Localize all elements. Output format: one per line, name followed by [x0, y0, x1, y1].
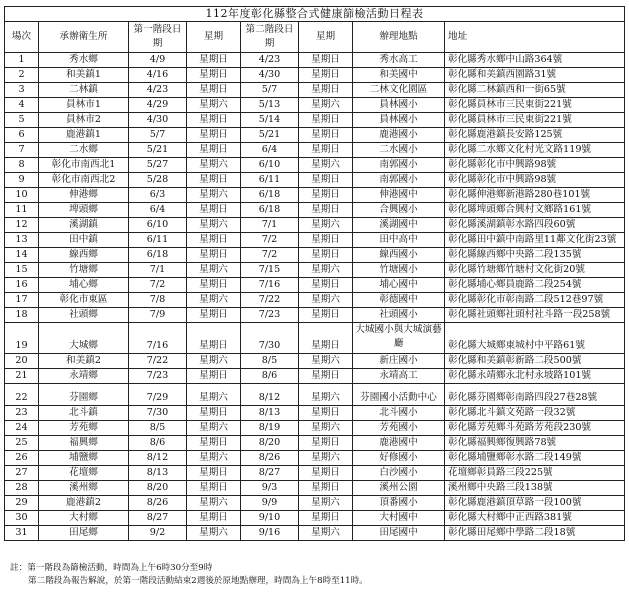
table-row — [5, 384, 625, 406]
cell-no: 25 — [5, 436, 39, 451]
cell-day1: 星期日 — [187, 511, 241, 526]
cell-date2: 5/13 — [241, 98, 299, 113]
cell-day2: 星期日 — [299, 308, 353, 323]
table-row — [5, 481, 625, 496]
cell-day2: 星期六 — [299, 98, 353, 113]
cell-day2: 星期日 — [299, 481, 353, 496]
cell-no: 29 — [5, 496, 39, 511]
cell-address: 花壇鄉彰員路三段225號 — [445, 466, 625, 481]
cell-host: 大城鄉 — [39, 323, 129, 354]
cell-address: 彰化縣二林鎮西和一街65號 — [445, 83, 625, 98]
cell-no: 3 — [5, 83, 39, 98]
cell-date2: 5/7 — [241, 83, 299, 98]
cell-day2: 星期日 — [299, 113, 353, 128]
cell-address: 彰化縣田尾鄉中學路二段18號 — [445, 526, 625, 541]
cell-venue: 鹿港國中 — [353, 436, 445, 451]
header-day2: 星期 — [299, 22, 353, 53]
cell-host: 埔鹽鄉 — [39, 451, 129, 466]
cell-host: 伸港鄉 — [39, 188, 129, 203]
cell-day2: 星期日 — [299, 143, 353, 158]
cell-host: 員林市2 — [39, 113, 129, 128]
cell-address: 彰化縣二水鄉文化村光文路119號 — [445, 143, 625, 158]
cell-day1: 星期六 — [187, 158, 241, 173]
cell-day1: 星期日 — [187, 323, 241, 354]
cell-venue: 頂番國小 — [353, 496, 445, 511]
cell-no: 8 — [5, 158, 39, 173]
cell-no: 24 — [5, 421, 39, 436]
cell-venue: 田中高中 — [353, 233, 445, 248]
cell-date1: 8/20 — [129, 481, 187, 496]
cell-day2: 星期六 — [299, 496, 353, 511]
table-row — [5, 466, 625, 481]
cell-day2: 星期日 — [299, 369, 353, 384]
cell-host: 社頭鄉 — [39, 308, 129, 323]
cell-no: 1 — [5, 53, 39, 68]
cell-host: 北斗鎮 — [39, 406, 129, 421]
cell-day1: 星期六 — [187, 384, 241, 406]
cell-address: 彰化縣線西鄉中央路二段135號 — [445, 248, 625, 263]
cell-address: 彰化縣北斗鎮文苑路一段32號 — [445, 406, 625, 421]
cell-host: 二水鄉 — [39, 143, 129, 158]
cell-venue: 和美國中 — [353, 68, 445, 83]
cell-no: 16 — [5, 278, 39, 293]
cell-venue: 芬園國小活動中心 — [353, 384, 445, 406]
cell-venue: 芳苑國小 — [353, 421, 445, 436]
cell-date1: 5/28 — [129, 173, 187, 188]
cell-day1: 星期六 — [187, 98, 241, 113]
cell-date2: 7/2 — [241, 248, 299, 263]
cell-day1: 星期日 — [187, 278, 241, 293]
cell-day2: 星期六 — [299, 263, 353, 278]
cell-date2: 6/18 — [241, 203, 299, 218]
cell-day2: 星期六 — [299, 158, 353, 173]
cell-no: 15 — [5, 263, 39, 278]
cell-date1: 7/8 — [129, 293, 187, 308]
cell-venue: 永靖高工 — [353, 369, 445, 384]
cell-no: 10 — [5, 188, 39, 203]
header-host: 承辦衛生所 — [39, 22, 129, 53]
cell-day2: 星期日 — [299, 323, 353, 354]
cell-address: 彰化縣社頭鄉社頭村社斗路一段258號 — [445, 308, 625, 323]
cell-address: 彰化縣和美鎮彰新路二段500號 — [445, 354, 625, 369]
header-address: 地址 — [445, 22, 625, 53]
cell-venue: 白沙國小 — [353, 466, 445, 481]
cell-address: 彰化縣秀水鄉中山路364號 — [445, 53, 625, 68]
table-row — [5, 218, 625, 233]
cell-date1: 6/10 — [129, 218, 187, 233]
cell-day2: 星期日 — [299, 188, 353, 203]
cell-no: 2 — [5, 68, 39, 83]
cell-address: 彰化縣彰化市中興路98號 — [445, 158, 625, 173]
cell-address: 彰化縣福興鄉復興路78號 — [445, 436, 625, 451]
cell-venue: 溪州公園 — [353, 481, 445, 496]
cell-venue: 二水國小 — [353, 143, 445, 158]
cell-day1: 星期日 — [187, 143, 241, 158]
cell-no: 5 — [5, 113, 39, 128]
cell-venue: 員林國小 — [353, 98, 445, 113]
cell-address: 彰化縣員林市三民東街221號 — [445, 113, 625, 128]
cell-date2: 9/9 — [241, 496, 299, 511]
cell-host: 竹塘鄉 — [39, 263, 129, 278]
cell-host: 大村鄉 — [39, 511, 129, 526]
cell-address: 彰化縣溪湖鎮彰水路四段60號 — [445, 218, 625, 233]
cell-venue: 鹿港國小 — [353, 128, 445, 143]
cell-day2: 星期日 — [299, 436, 353, 451]
cell-day1: 星期六 — [187, 496, 241, 511]
table-row — [5, 421, 625, 436]
cell-date2: 8/6 — [241, 369, 299, 384]
table-row — [5, 496, 625, 511]
cell-date1: 7/29 — [129, 384, 187, 406]
cell-date1: 7/22 — [129, 354, 187, 369]
cell-venue: 大城國小與大城演藝廳 — [353, 323, 445, 354]
cell-no: 9 — [5, 173, 39, 188]
cell-date2: 7/2 — [241, 233, 299, 248]
cell-host: 芳苑鄉 — [39, 421, 129, 436]
cell-host: 芬園鄉 — [39, 384, 129, 406]
cell-day2: 星期六 — [299, 421, 353, 436]
cell-day2: 星期日 — [299, 173, 353, 188]
cell-host: 埔心鄉 — [39, 278, 129, 293]
cell-host: 彰化市東區 — [39, 293, 129, 308]
cell-venue: 合興國小 — [353, 203, 445, 218]
header-no: 場次 — [5, 22, 39, 53]
table-row — [5, 308, 625, 323]
cell-date2: 7/23 — [241, 308, 299, 323]
cell-no: 28 — [5, 481, 39, 496]
cell-host: 和美鎮1 — [39, 68, 129, 83]
cell-date2: 6/18 — [241, 188, 299, 203]
cell-day1: 星期六 — [187, 526, 241, 541]
table-row — [5, 526, 625, 541]
cell-venue: 南郭國小 — [353, 158, 445, 173]
cell-day1: 星期日 — [187, 248, 241, 263]
cell-no: 30 — [5, 511, 39, 526]
table-title: 112年度彰化縣整合式健康篩檢活動日程表 — [4, 6, 625, 21]
cell-date1: 6/11 — [129, 233, 187, 248]
table-row — [5, 113, 625, 128]
table-row — [5, 128, 625, 143]
cell-date1: 4/16 — [129, 68, 187, 83]
cell-no: 13 — [5, 233, 39, 248]
cell-date1: 7/2 — [129, 278, 187, 293]
cell-host: 田尾鄉 — [39, 526, 129, 541]
cell-day1: 星期日 — [187, 466, 241, 481]
cell-no: 27 — [5, 466, 39, 481]
cell-date2: 7/22 — [241, 293, 299, 308]
cell-day2: 星期日 — [299, 203, 353, 218]
cell-no: 14 — [5, 248, 39, 263]
cell-day1: 星期六 — [187, 263, 241, 278]
cell-day1: 星期日 — [187, 53, 241, 68]
cell-host: 彰化市南西北2 — [39, 173, 129, 188]
footnote-1: 註：第一階段為篩檢活動，時間為上午6時30分至9時 — [10, 563, 213, 573]
cell-venue: 好修國小 — [353, 451, 445, 466]
cell-date1: 5/27 — [129, 158, 187, 173]
cell-address: 彰化縣埔心鄉員鹿路二段254號 — [445, 278, 625, 293]
table-row — [5, 293, 625, 308]
cell-no: 18 — [5, 308, 39, 323]
cell-date2: 9/10 — [241, 511, 299, 526]
cell-no: 22 — [5, 384, 39, 406]
footnote-2: 第二階段為報告解說，於第一階段活動結束2週後於原地點辦理，時間為上午8時至11時。 — [28, 576, 368, 586]
cell-date2: 7/15 — [241, 263, 299, 278]
cell-date2: 8/12 — [241, 384, 299, 406]
cell-date2: 9/16 — [241, 526, 299, 541]
cell-date2: 6/10 — [241, 158, 299, 173]
cell-day2: 星期日 — [299, 83, 353, 98]
cell-day2: 星期六 — [299, 218, 353, 233]
cell-day2: 星期日 — [299, 68, 353, 83]
cell-venue: 埔心國中 — [353, 278, 445, 293]
table-row — [5, 451, 625, 466]
cell-day1: 星期日 — [187, 308, 241, 323]
cell-day1: 星期日 — [187, 83, 241, 98]
cell-date1: 5/7 — [129, 128, 187, 143]
cell-no: 31 — [5, 526, 39, 541]
cell-date1: 8/26 — [129, 496, 187, 511]
cell-date1: 8/13 — [129, 466, 187, 481]
cell-date1: 6/18 — [129, 248, 187, 263]
table-row — [5, 248, 625, 263]
cell-venue: 線西國小 — [353, 248, 445, 263]
cell-address: 彰化縣伸港鄉新港路280巷101號 — [445, 188, 625, 203]
cell-date1: 4/9 — [129, 53, 187, 68]
table-row — [5, 188, 625, 203]
footnotes — [10, 562, 620, 588]
cell-host: 線西鄉 — [39, 248, 129, 263]
cell-venue: 新庄國小 — [353, 354, 445, 369]
cell-date1: 4/23 — [129, 83, 187, 98]
table-row — [5, 203, 625, 218]
cell-host: 和美鎮2 — [39, 354, 129, 369]
cell-day2: 星期日 — [299, 128, 353, 143]
table-row — [5, 278, 625, 293]
cell-date2: 8/19 — [241, 421, 299, 436]
cell-address: 彰化縣埔鹽鄉彰水路二段149號 — [445, 451, 625, 466]
cell-no: 17 — [5, 293, 39, 308]
cell-day2: 星期六 — [299, 384, 353, 406]
cell-venue: 二林文化園區 — [353, 83, 445, 98]
cell-host: 福興鄉 — [39, 436, 129, 451]
cell-day2: 星期六 — [299, 526, 353, 541]
cell-venue: 田尾國中 — [353, 526, 445, 541]
cell-day2: 星期日 — [299, 278, 353, 293]
cell-no: 11 — [5, 203, 39, 218]
cell-host: 溪湖鎮 — [39, 218, 129, 233]
cell-day1: 星期日 — [187, 203, 241, 218]
table-row — [5, 354, 625, 369]
cell-venue: 彰德國中 — [353, 293, 445, 308]
cell-day1: 星期日 — [187, 233, 241, 248]
cell-host: 鹿港鎮2 — [39, 496, 129, 511]
cell-date1: 7/16 — [129, 323, 187, 354]
table-row — [5, 323, 625, 354]
cell-date2: 4/30 — [241, 68, 299, 83]
cell-date1: 7/30 — [129, 406, 187, 421]
cell-day1: 星期日 — [187, 113, 241, 128]
cell-no: 20 — [5, 354, 39, 369]
cell-address: 彰化縣永靖鄉永北村永坡路101號 — [445, 369, 625, 384]
cell-address: 彰化縣大城鄉東城村中平路61號 — [445, 323, 625, 354]
cell-day1: 星期六 — [187, 421, 241, 436]
table-row — [5, 83, 625, 98]
cell-date2: 8/26 — [241, 451, 299, 466]
cell-address: 溪州鄉中央路三段138號 — [445, 481, 625, 496]
cell-day1: 星期日 — [187, 369, 241, 384]
cell-date1: 9/2 — [129, 526, 187, 541]
cell-day1: 星期六 — [187, 188, 241, 203]
cell-day1: 星期日 — [187, 406, 241, 421]
cell-address: 彰化縣彰化市中興路98號 — [445, 173, 625, 188]
schedule-table — [4, 6, 625, 541]
cell-no: 19 — [5, 323, 39, 354]
cell-host: 花壇鄉 — [39, 466, 129, 481]
header-date1: 第一階段日期 — [129, 22, 187, 53]
cell-host: 永靖鄉 — [39, 369, 129, 384]
cell-date2: 5/14 — [241, 113, 299, 128]
cell-day1: 星期日 — [187, 436, 241, 451]
cell-date1: 7/9 — [129, 308, 187, 323]
cell-day2: 星期六 — [299, 293, 353, 308]
cell-address: 彰化縣彰化市彰南路二段512巷97號 — [445, 293, 625, 308]
cell-address: 彰化縣田中鎮中南路里11鄰文化街23號 — [445, 233, 625, 248]
cell-date2: 8/20 — [241, 436, 299, 451]
cell-day1: 星期日 — [187, 481, 241, 496]
header-venue: 辦理地點 — [353, 22, 445, 53]
cell-date2: 6/4 — [241, 143, 299, 158]
cell-no: 21 — [5, 369, 39, 384]
cell-date1: 8/27 — [129, 511, 187, 526]
cell-venue: 伸港國中 — [353, 188, 445, 203]
cell-date2: 8/5 — [241, 354, 299, 369]
cell-day2: 星期日 — [299, 248, 353, 263]
cell-day2: 星期日 — [299, 466, 353, 481]
cell-date1: 4/29 — [129, 98, 187, 113]
cell-date2: 6/11 — [241, 173, 299, 188]
table-row — [5, 98, 625, 113]
cell-day2: 星期日 — [299, 511, 353, 526]
cell-address: 彰化縣和美鎮西園路31號 — [445, 68, 625, 83]
cell-day1: 星期六 — [187, 218, 241, 233]
table-row — [5, 263, 625, 278]
cell-host: 秀水鄉 — [39, 53, 129, 68]
cell-venue: 社頭國小 — [353, 308, 445, 323]
cell-day1: 星期日 — [187, 173, 241, 188]
cell-date2: 9/3 — [241, 481, 299, 496]
table-row — [5, 143, 625, 158]
cell-day1: 星期日 — [187, 128, 241, 143]
cell-no: 26 — [5, 451, 39, 466]
cell-date2: 8/13 — [241, 406, 299, 421]
cell-date1: 7/1 — [129, 263, 187, 278]
cell-date2: 4/23 — [241, 53, 299, 68]
cell-host: 埤頭鄉 — [39, 203, 129, 218]
cell-day1: 星期六 — [187, 451, 241, 466]
cell-venue: 北斗國小 — [353, 406, 445, 421]
cell-host: 二林鎮 — [39, 83, 129, 98]
cell-date1: 6/4 — [129, 203, 187, 218]
cell-host: 彰化市南西北1 — [39, 158, 129, 173]
cell-date1: 4/30 — [129, 113, 187, 128]
cell-date2: 5/21 — [241, 128, 299, 143]
cell-address: 彰化縣埤頭鄉合興村文鄉路161號 — [445, 203, 625, 218]
cell-date1: 8/6 — [129, 436, 187, 451]
header-day1: 星期 — [187, 22, 241, 53]
cell-host: 田中鎮 — [39, 233, 129, 248]
cell-date2: 8/27 — [241, 466, 299, 481]
cell-date1: 6/3 — [129, 188, 187, 203]
table-row — [5, 436, 625, 451]
cell-venue: 南郭國小 — [353, 173, 445, 188]
cell-address: 彰化縣鹿港鎮長安路125號 — [445, 128, 625, 143]
cell-no: 4 — [5, 98, 39, 113]
header-date2: 第二階段日期 — [241, 22, 299, 53]
schedule-rows — [5, 53, 625, 541]
cell-day1: 星期六 — [187, 293, 241, 308]
table-row — [5, 233, 625, 248]
table-row — [5, 511, 625, 526]
cell-address: 彰化縣大村鄉中正西路381號 — [445, 511, 625, 526]
cell-venue: 溪湖國中 — [353, 218, 445, 233]
cell-venue: 員林國小 — [353, 113, 445, 128]
cell-address: 彰化縣竹塘鄉竹塘村文化街20號 — [445, 263, 625, 278]
cell-host: 員林市1 — [39, 98, 129, 113]
cell-no: 6 — [5, 128, 39, 143]
table-row — [5, 369, 625, 384]
cell-date2: 7/1 — [241, 218, 299, 233]
table-row — [5, 173, 625, 188]
cell-venue: 大村國中 — [353, 511, 445, 526]
cell-day1: 星期六 — [187, 354, 241, 369]
cell-no: 7 — [5, 143, 39, 158]
cell-date1: 8/5 — [129, 421, 187, 436]
cell-day2: 星期六 — [299, 354, 353, 369]
cell-date1: 7/23 — [129, 369, 187, 384]
header-row — [5, 22, 625, 53]
cell-day2: 星期日 — [299, 406, 353, 421]
table-row — [5, 68, 625, 83]
table-row — [5, 53, 625, 68]
cell-venue: 秀水高工 — [353, 53, 445, 68]
cell-address: 彰化縣芬園鄉彰南路四段27巷28號 — [445, 384, 625, 406]
cell-day1: 星期日 — [187, 68, 241, 83]
cell-date1: 8/12 — [129, 451, 187, 466]
cell-no: 23 — [5, 406, 39, 421]
cell-address: 彰化縣員林市三民東街221號 — [445, 98, 625, 113]
cell-host: 溪州鄉 — [39, 481, 129, 496]
cell-address: 彰化縣鹿港鎮頂草路一段100號 — [445, 496, 625, 511]
cell-day2: 星期日 — [299, 233, 353, 248]
table-row — [5, 158, 625, 173]
table-row — [5, 406, 625, 421]
cell-host: 鹿港鎮1 — [39, 128, 129, 143]
cell-date2: 7/16 — [241, 278, 299, 293]
cell-venue: 竹塘國小 — [353, 263, 445, 278]
cell-address: 彰化縣芳苑鄉斗苑路芳苑段230號 — [445, 421, 625, 436]
cell-date1: 5/21 — [129, 143, 187, 158]
cell-day2: 星期日 — [299, 53, 353, 68]
cell-date2: 7/30 — [241, 323, 299, 354]
cell-no: 12 — [5, 218, 39, 233]
cell-day2: 星期六 — [299, 451, 353, 466]
